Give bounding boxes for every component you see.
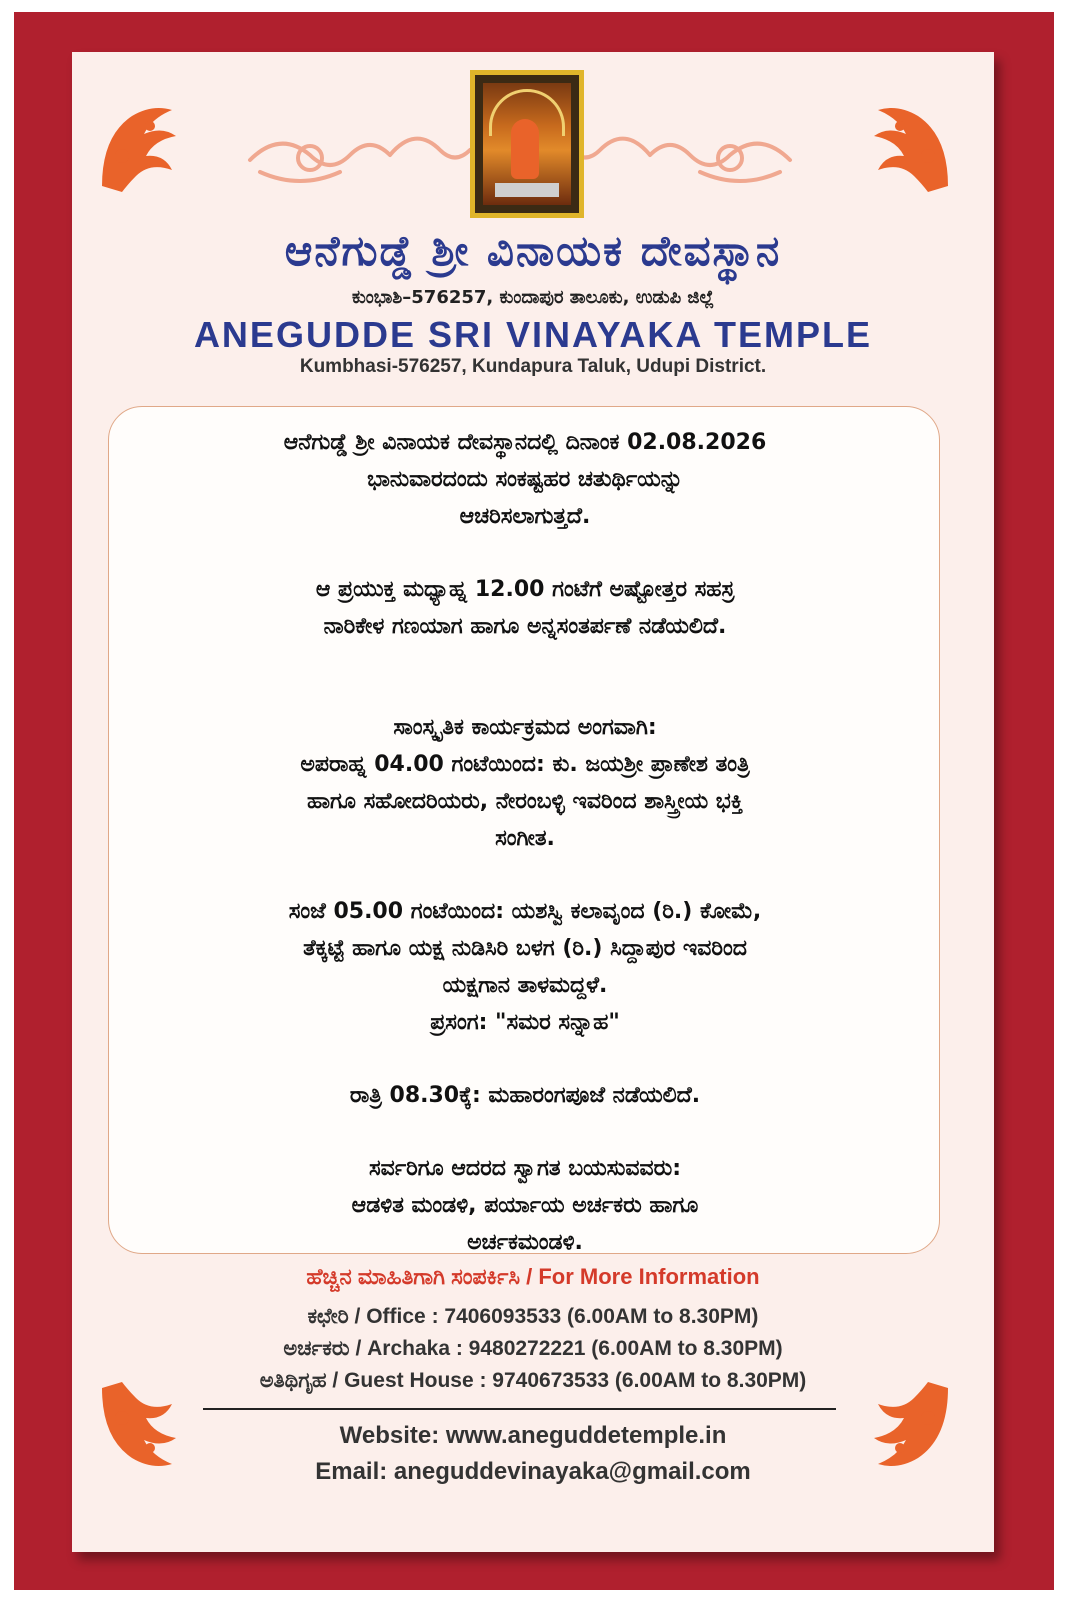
announcement-line: ಆ ಪ್ರಯುಕ್ತ ಮಧ್ಯಾಹ್ನ 12.00 ಗಂಟೆಗೆ ಅಷ್ಟೋತ್ತರ ಸಹಸ್ರ: [315, 577, 735, 602]
announcement-line: ಆಡಳಿತ ಮಂಡಳಿ, ಪರ್ಯಾಯ ಅರ್ಚಕರು ಹಾಗೂ: [351, 1193, 699, 1218]
email-link[interactable]: Email: aneguddevinayaka@gmail.com: [315, 1458, 751, 1485]
announcement-line: ಸರ್ವರಿಗೂ ಆದರದ ಸ್ವಾಗತ ಬಯಸುವವರು:: [368, 1156, 682, 1181]
announcement-line: ಅರ್ಚಕಮಂಡಳಿ.: [467, 1230, 583, 1255]
guest-house-phone: ಅತಿಥಿಗೃಹ / Guest House : 9740673533 (6.00AM to 8.30PM): [259, 1369, 807, 1392]
announcement-line: ರಾತ್ರಿ 08.30ಕ್ಕೆ: ಮಹಾರಂಗಪೂಜೆ ನಡೆಯಲಿದೆ.: [349, 1083, 701, 1108]
temple-title-kannada: ಆನೆಗುಡ್ಡೆ ಶ್ರೀ ವಿನಾಯಕ ದೇವಸ್ಥಾನ: [284, 226, 782, 275]
announcement-line: ಹಾಗೂ ಸಹೋದರಿಯರು, ನೇರಂಬಳ್ಳಿ ಇವರಿಂದ ಶಾಸ್ತ್ರೀಯ ಭಕ್ತಿ: [306, 789, 744, 814]
corner-ornament-top-left: [92, 96, 192, 196]
announcement-text: [130, 424, 920, 1261]
announcement-line: ನಾರಿಕೇಳ ಗಣಯಾಗ ಹಾಗೂ ಅನ್ನಸಂತರ್ಪಣೆ ನಡೆಯಲಿದೆ.: [323, 614, 727, 639]
contact-heading: ಹೆಚ್ಚಿನ ಮಾಹಿತಿಗಾಗಿ ಸಂಪರ್ಕಿಸಿ / For More Information: [306, 1264, 760, 1289]
announcement-line: ಸಾಂಸ್ಕೃತಿಕ ಕಾರ್ಯಕ್ರಮದ ಅಂಗವಾಗಿ:: [393, 715, 657, 740]
temple-title-english: ANEGUDDE SRI VINAYAKA TEMPLE: [193, 314, 873, 355]
temple-address-english: Kumbhasi-576257, Kundapura Taluk, Udupi District.: [299, 356, 767, 377]
announcement-line: ಪ್ರಸಂಗ: "ಸಮರ ಸನ್ನಾಹ": [430, 1010, 620, 1035]
website-link[interactable]: Website: www.aneguddetemple.in: [339, 1422, 727, 1449]
temple-address-kannada: ಕುಂಭಾಶಿ–576257, ಕುಂದಾಪುರ ತಾಲೂಕು, ಉಡುಪಿ ಜಿಲ್ಲೆ: [351, 287, 715, 308]
announcement-line: ಭಾನುವಾರದಂದು ಸಂಕಷ್ಟಹರ ಚತುರ್ಥಿಯನ್ನು: [367, 467, 683, 492]
announcement-line: ಸಂಗೀತ.: [495, 826, 555, 851]
announcement-line: ಆಚರಿಸಲಾಗುತ್ತದೆ.: [459, 504, 591, 529]
corner-ornament-top-right: [858, 96, 958, 196]
announcement-line: ಅಪರಾಹ್ನ 04.00 ಗಂಟೆಯಿಂದ: ಕು. ಜಯಶ್ರೀ ಪ್ರಾಣೇಶ ತಂತ್ರಿ: [300, 752, 750, 777]
footer-divider: [203, 1408, 836, 1410]
announcement-line: ಸಂಜೆ 05.00 ಗಂಟೆಯಿಂದ: ಯಶಸ್ವಿ ಕಲಾವೃಂದ (ರಿ.) ಕೋಮೆ,: [288, 899, 762, 924]
archaka-phone: ಅರ್ಚಕರು / Archaka : 9480272221 (6.00AM to 8.30PM): [283, 1337, 783, 1360]
ganesha-deity-photo: [470, 70, 584, 218]
announcement-line: ಯಕ್ಷಗಾನ ತಾಳಮದ್ದಳೆ.: [442, 973, 608, 998]
office-phone: ಕಛೇರಿ / Office : 7406093533 (6.00AM to 8.30PM): [307, 1305, 759, 1328]
announcement-line: ಆನೆಗುಡ್ಡೆ ಶ್ರೀ ವಿನಾಯಕ ದೇವಸ್ಥಾನದಲ್ಲಿ ದಿನಾಂಕ 02.08.2026: [283, 430, 767, 455]
announcement-line: ತೆಕ್ಕಟ್ಟೆ ಹಾಗೂ ಯಕ್ಷ ನುಡಿಸಿರಿ ಬಳಗ (ರಿ.) ಸಿದ್ದಾಪುರ ಇವರಿಂದ: [303, 936, 747, 961]
